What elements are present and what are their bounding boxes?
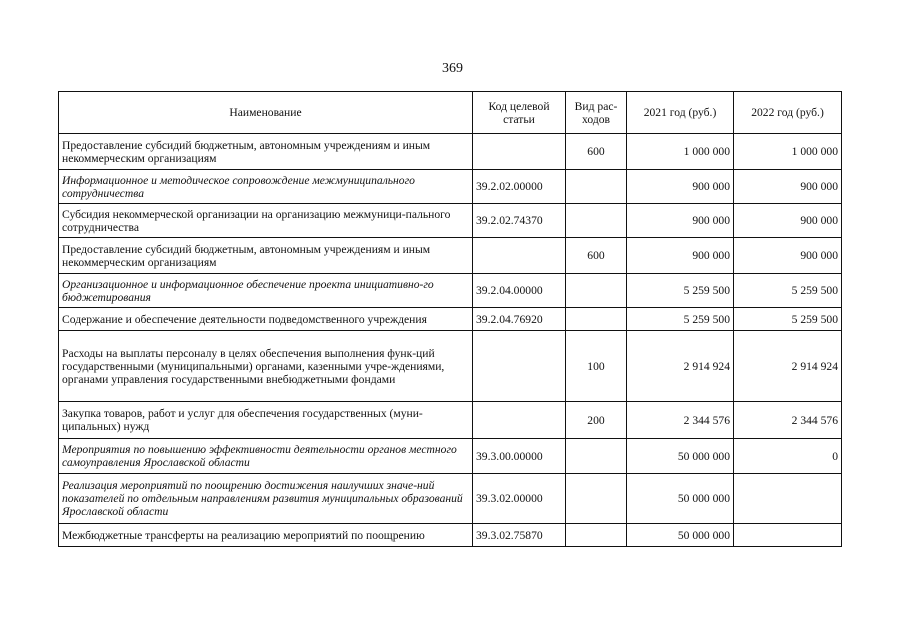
row-kind: 100 [566, 331, 627, 402]
table-row [59, 474, 842, 524]
row-kind [566, 170, 627, 204]
row-code [473, 134, 566, 170]
table-row [59, 170, 842, 204]
row-code: 39.3.00.00000 [473, 439, 566, 474]
row-name: Реализация мероприятий по поощрению достижения наилучших значе-ний показателей по отдельным направлениям развития муниципальных образований Ярославской области [59, 474, 473, 524]
row-code: 39.2.02.74370 [473, 204, 566, 238]
row-2021: 1 000 000 [627, 134, 734, 170]
header-kind: Вид рас-ходов [566, 92, 627, 134]
table-row [59, 238, 842, 274]
row-code: 39.2.02.00000 [473, 170, 566, 204]
row-name: Информационное и методическое сопровождение межмуниципального сотрудничества [59, 170, 473, 204]
table-row [59, 402, 842, 439]
row-kind [566, 439, 627, 474]
row-2021: 50 000 000 [627, 474, 734, 524]
row-2021: 5 259 500 [627, 274, 734, 308]
row-2021: 900 000 [627, 204, 734, 238]
row-code [473, 238, 566, 274]
header-name: Наименование [59, 92, 473, 134]
row-code: 39.2.04.76920 [473, 308, 566, 331]
table-body [59, 134, 842, 547]
row-2022: 2 344 576 [734, 402, 842, 439]
row-name: Субсидия некоммерческой организации на организацию межмуници-пального сотрудничества [59, 204, 473, 238]
table-row [59, 524, 842, 547]
header-code: Код целевой статьи [473, 92, 566, 134]
row-kind [566, 524, 627, 547]
row-2021: 2 344 576 [627, 402, 734, 439]
row-2022: 1 000 000 [734, 134, 842, 170]
row-2022: 0 [734, 439, 842, 474]
header-2022: 2022 год (руб.) [734, 92, 842, 134]
row-code [473, 331, 566, 402]
row-2022: 2 914 924 [734, 331, 842, 402]
row-name: Расходы на выплаты персоналу в целях обеспечения выполнения функ-ций государственными (муниципальными) органами, казенными учре-ждениями, органами управления государственными внебюджетными фондами [59, 331, 473, 402]
row-2022 [734, 474, 842, 524]
table-row [59, 308, 842, 331]
row-2021: 50 000 000 [627, 439, 734, 474]
budget-table [58, 91, 842, 547]
row-2022: 900 000 [734, 170, 842, 204]
row-kind [566, 474, 627, 524]
row-name: Мероприятия по повышению эффективности деятельности органов местного самоуправления Ярославской области [59, 439, 473, 474]
row-2022: 5 259 500 [734, 274, 842, 308]
table-row [59, 331, 842, 402]
table-header-row [59, 92, 842, 134]
row-name: Содержание и обеспечение деятельности подведомственного учреждения [59, 308, 473, 331]
row-2022: 900 000 [734, 238, 842, 274]
row-2022: 5 259 500 [734, 308, 842, 331]
row-name: Предоставление субсидий бюджетным, автономным учреждениям и иным некоммерческим организациям [59, 238, 473, 274]
row-kind: 600 [566, 134, 627, 170]
table-row [59, 439, 842, 474]
row-2021: 5 259 500 [627, 308, 734, 331]
row-kind [566, 308, 627, 331]
row-name: Закупка товаров, работ и услуг для обеспечения государственных (муни-ципальных) нужд [59, 402, 473, 439]
row-kind [566, 274, 627, 308]
row-2022 [734, 524, 842, 547]
row-code [473, 402, 566, 439]
table-row [59, 274, 842, 308]
row-code: 39.3.02.75870 [473, 524, 566, 547]
row-name: Организационное и информационное обеспечение проекта инициативно-го бюджетирования [59, 274, 473, 308]
row-code: 39.3.02.00000 [473, 474, 566, 524]
row-name: Предоставление субсидий бюджетным, автономным учреждениям и иным некоммерческим организациям [59, 134, 473, 170]
row-2021: 50 000 000 [627, 524, 734, 547]
row-kind: 600 [566, 238, 627, 274]
row-2022: 900 000 [734, 204, 842, 238]
row-2021: 900 000 [627, 238, 734, 274]
row-name: Межбюджетные трансферты на реализацию мероприятий по поощрению [59, 524, 473, 547]
row-code: 39.2.04.00000 [473, 274, 566, 308]
row-2021: 2 914 924 [627, 331, 734, 402]
page-number: 369 [442, 61, 463, 76]
table-row [59, 204, 842, 238]
table-row [59, 134, 842, 170]
row-2021: 900 000 [627, 170, 734, 204]
row-kind: 200 [566, 402, 627, 439]
header-2021: 2021 год (руб.) [627, 92, 734, 134]
row-kind [566, 204, 627, 238]
